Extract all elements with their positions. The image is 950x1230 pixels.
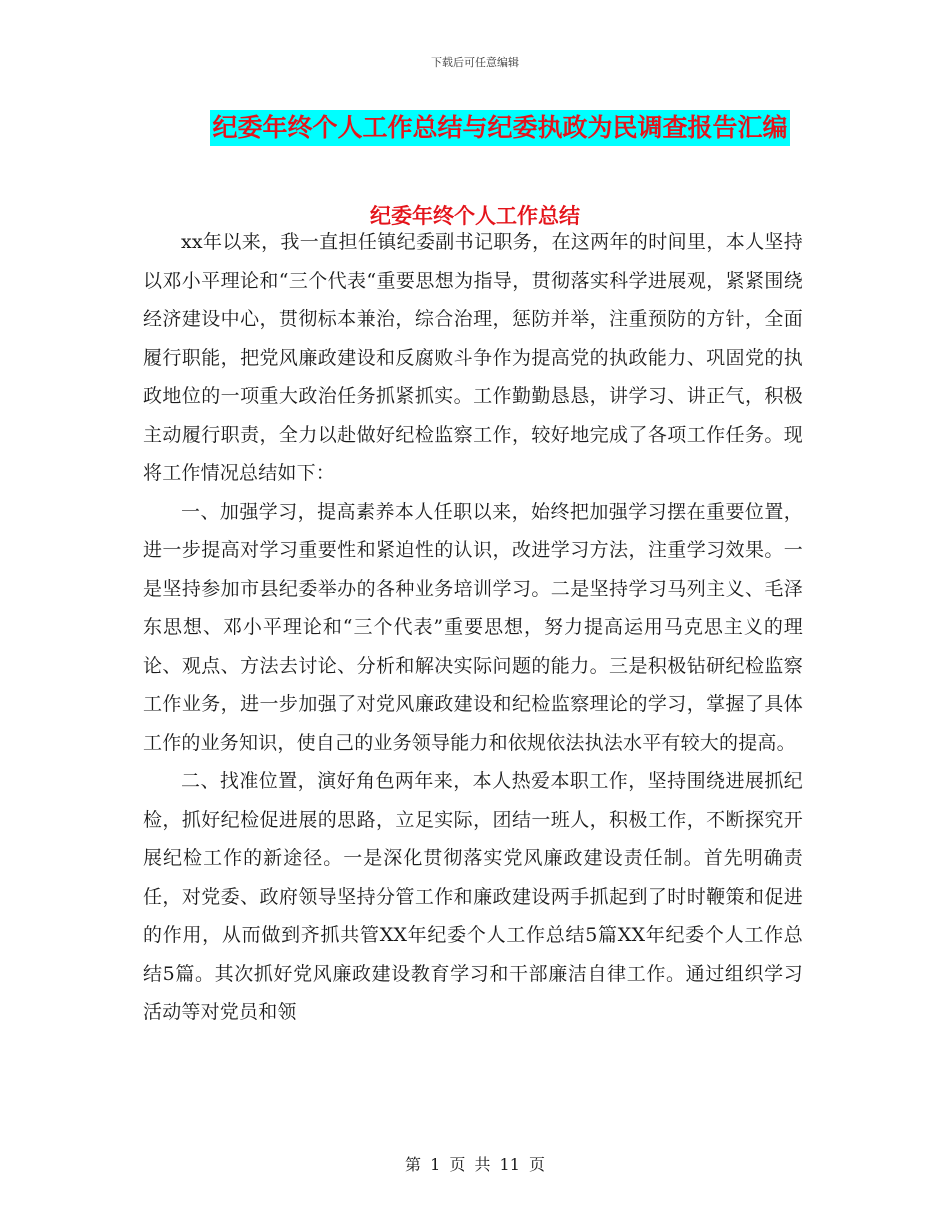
- page-number-footer: 第 1 页 共 11 页: [405, 1155, 545, 1174]
- document-title-container: [0, 110, 950, 146]
- document-title: 纪委年终个人工作总结与纪委执政为民调查报告汇编: [210, 110, 789, 146]
- body-paragraph: 一、加强学习，提高素养本人任职以来，始终把加强学习摆在重要位置，进一步提高对学习重要性和紧迫性的认识，改进学习方法，注重学习效果。一是坚持参加市县纪委举办的各种业务培训学习。二是坚持学习马列主义、毛泽东思想、邓小平理论和“三个代表”重要思想，努力提高运用马克思主义的理论、观点、方法去讨论、分析和解决实际问题的能力。三是积极钻研纪检监察工作业务，进一步加强了对党风廉政建设和纪检监察理论的学习，掌握了具体工作的业务知识，使自己的业务领导能力和依规依法执法水平有较大的提高。: [143, 500, 803, 754]
- document-body: [143, 223, 803, 1032]
- section-title: 纪委年终个人工作总结: [370, 204, 580, 228]
- body-paragraph: 二、找准位置，演好角色两年来，本人热爱本职工作，坚持围绕进展抓纪检，抓好纪检促进展的思路，立足实际，团结一班人，积极工作，不断探究开展纪检工作的新途径。一是深化贯彻落实党风廉政建设责任制。首先明确责任，对党委、政府领导坚持分管工作和廉政建设两手抓起到了时时鞭策和促进的作用，从而做到齐抓共管XX年纪委个人工作总结5篇XX年纪委个人工作总结5篇。其次抓好党风廉政建设教育学习和干部廉洁自律工作。通过组织学习活动等对党员和领: [143, 770, 803, 1023]
- page-header-note: 下载后可任意编辑: [431, 56, 519, 69]
- body-paragraph: xx年以来，我一直担任镇纪委副书记职务，在这两年的时间里，本人坚持以邓小平理论和“三个代表“重要思想为指导，贯彻落实科学进展观，紧紧围绕经济建设中心，贯彻标本兼治，综合治理，惩防并举，注重预防的方针，全面履行职能，把党风廉政建设和反腐败斗争作为提高党的执政能力、巩固党的执政地位的一项重大政治任务抓紧抓实。工作勤勤恳恳，讲学习、讲正气，积极主动履行职责，全力以赴做好纪检监察工作，较好地完成了各项工作任务。现将工作情况总结如下：: [143, 231, 803, 484]
